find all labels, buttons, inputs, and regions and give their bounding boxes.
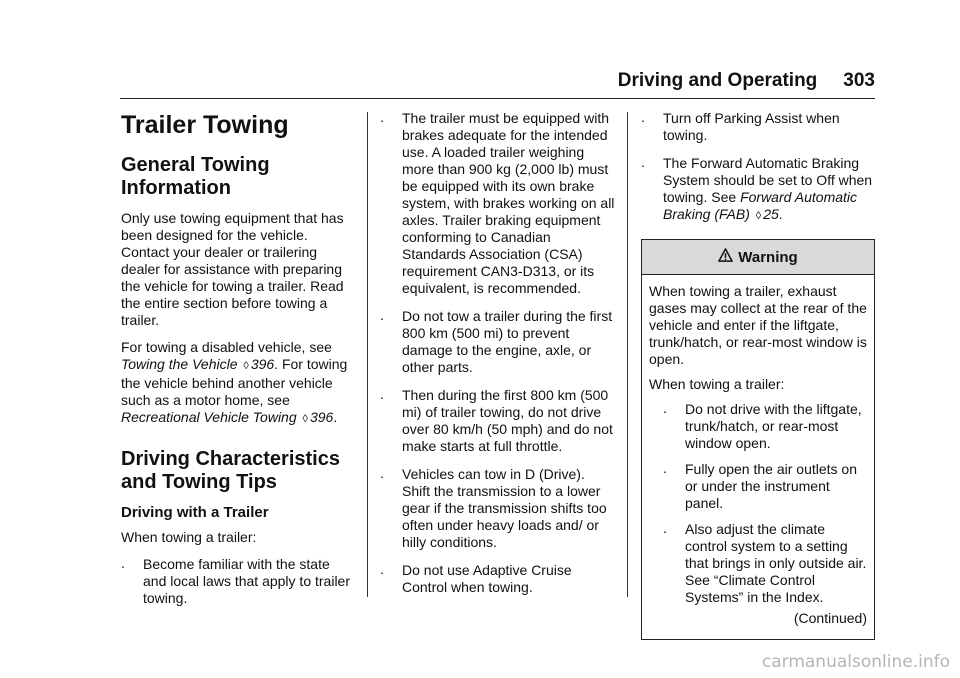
list-item: . The trailer must be equipped with brakes adequate for the intended use. A loaded trailer weighing more than 900 kg (2,000 lb) must be equipped with its own brake system, with brakes working on all axles. Trailer braking equipment conforming to Canadian Standards Association (CSA) requirement CAN3-D313, or its equivalent, is recommended. [380, 109, 615, 296]
list-item: . Become familiar with the state and local laws that apply to trailer towing. [121, 555, 350, 606]
bullet-icon: . [380, 386, 384, 402]
bullet-list [380, 110, 615, 596]
intro-text: When towing a trailer: [121, 529, 257, 545]
warning-title: Warning [738, 248, 798, 266]
page-ref-25[interactable]: 25 [763, 206, 779, 222]
running-header [618, 70, 875, 92]
watermark: carmanualsonline.info [761, 652, 950, 672]
list-item: . Turn off Parking Assist when towing. [641, 109, 840, 143]
warning-body [642, 275, 874, 639]
page-ref-icon: ◊ [302, 413, 308, 425]
paragraph-towing-equipment: Only use towing equipment that has been designed for the vehicle. Contact your dealer or trailering dealer for assistance with preparing the vehicle for towing a trailer. Read the entire section before towing a trailer. [121, 210, 344, 328]
heading-driving-characteristics: Driving Characteristics and Towing Tips [121, 448, 340, 493]
warning-header [642, 240, 874, 275]
link-towing-the-vehicle[interactable]: Towing the Vehicle [121, 356, 238, 372]
list-item: . Do not drive with the liftgate, trunk/hatch, or rear-most window open. [663, 400, 862, 451]
link-forward-automatic-braking[interactable]: Forward Automatic Braking (FAB) [663, 189, 858, 222]
page-ref-396[interactable]: 396 [250, 356, 275, 372]
warning-bullet-list [649, 401, 867, 606]
column-1 [121, 106, 353, 618]
list-item: . Then during the first 800 km (500 mi) of trailer towing, do not drive over 80 km/h (50 mph) and do not make starts at full throttle. [380, 386, 613, 454]
bullet-icon: . [380, 561, 384, 577]
header-rule [120, 98, 875, 99]
page-ref-icon: ◊ [243, 360, 249, 372]
column-3 [641, 110, 875, 640]
bullet-list [121, 556, 353, 607]
warning-paragraph: When towing a trailer, exhaust gases may collect at the rear of the vehicle and enter if the liftgate, trunk/hatch, or rear-most window is open. [649, 283, 867, 367]
warning-box [641, 239, 875, 640]
list-item: . Do not use Adaptive Cruise Control when towing. [380, 561, 572, 595]
page-title: Trailer Towing [121, 111, 289, 139]
bullet-list [641, 110, 875, 225]
warning-icon [718, 248, 733, 267]
column-divider [367, 112, 368, 597]
continued-label: (Continued) [793, 610, 867, 626]
column-2 [380, 110, 615, 607]
page-ref-396[interactable]: 396 [309, 409, 334, 425]
bullet-icon: . [663, 460, 667, 476]
bullet-icon: . [380, 307, 384, 323]
bullet-icon: . [380, 109, 384, 125]
bullet-icon: . [121, 555, 125, 571]
list-item: . Vehicles can tow in D (Drive). Shift the transmission to a lower gear if the transmission shifts too often under heavy loads and/ or hilly conditions. [380, 465, 607, 550]
heading-general-towing: General Towing Information [121, 154, 270, 199]
warning-intro: When towing a trailer: [649, 376, 785, 392]
link-recreational-vehicle-towing[interactable]: Recreational Vehicle Towing [121, 409, 297, 425]
column-divider [627, 112, 628, 597]
paragraph-towing-references: For towing a disabled vehicle, see Towing the Vehicle ◊ 396. For towing the vehicle behind another vehicle such as a motor home, see Recreational Vehicle Towing ◊ 396. [121, 339, 348, 425]
bullet-icon: . [663, 520, 667, 536]
section-title: Driving and Operating [617, 70, 818, 91]
list-item: . Fully open the air outlets on or under the instrument panel. [663, 460, 857, 511]
bullet-icon: . [641, 109, 645, 125]
list-item: . The Forward Automatic Braking System should be set to Off when towing. See Forward Automatic Braking (FAB) ◊ 25. [641, 154, 873, 222]
list-item: . Do not tow a trailer during the first 800 km (500 mi) to prevent damage to the engine, axle, or other parts. [380, 307, 613, 375]
list-item: . Also adjust the climate control system to a setting that brings in only outside air. See “Climate Control Systems” in the Index. [663, 520, 867, 605]
bullet-icon: . [641, 154, 645, 170]
page-ref-icon: ◊ [755, 210, 762, 222]
bullet-icon: . [663, 400, 667, 416]
page-number: 303 [843, 70, 875, 91]
heading-driving-with-trailer: Driving with a Trailer [121, 504, 269, 521]
bullet-icon: . [380, 465, 384, 481]
